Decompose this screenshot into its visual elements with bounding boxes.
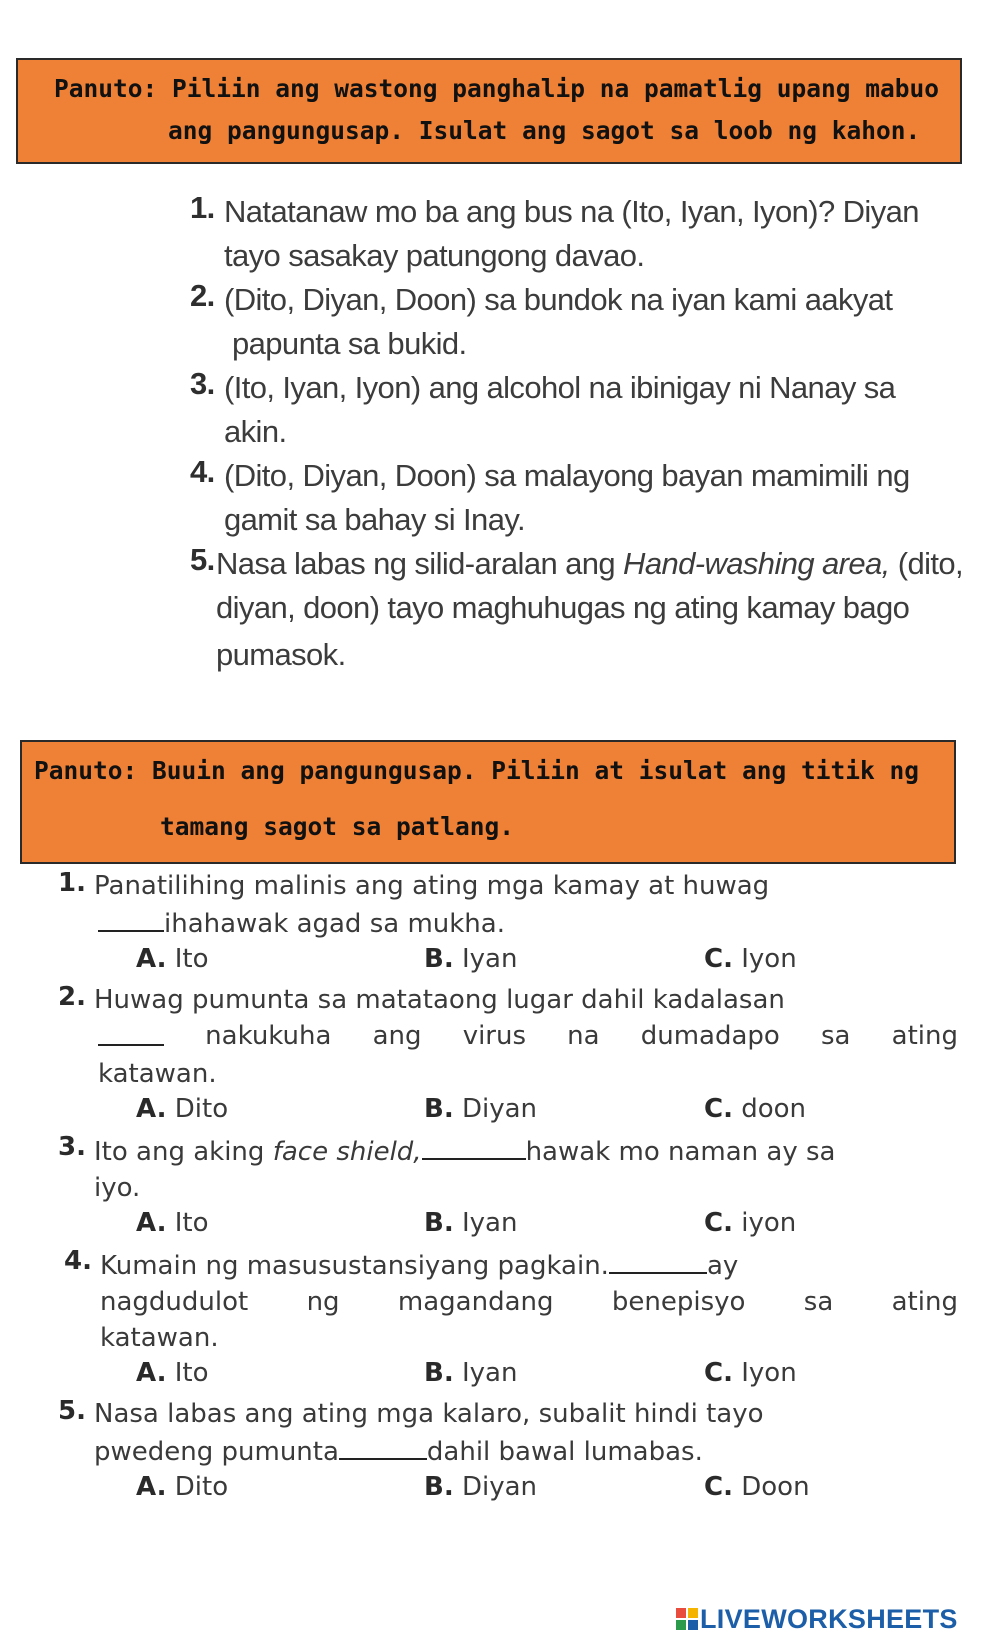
list-item bbox=[190, 366, 930, 454]
question bbox=[58, 1132, 958, 1246]
question-text: ihahawak agad sa mukha. bbox=[94, 904, 958, 942]
item-text: (Dito, Diyan, Doon) sa bundok na iyan kami aakyat bbox=[224, 282, 893, 317]
item-number: 4. bbox=[190, 454, 215, 489]
instruction-banner-2 bbox=[20, 740, 956, 864]
question-number: 4. bbox=[64, 1246, 92, 1276]
liveworksheets-logo[interactable] bbox=[676, 1604, 958, 1635]
options bbox=[94, 1092, 958, 1132]
question-text: katawan. bbox=[100, 1323, 219, 1353]
answer-blank[interactable] bbox=[98, 1018, 164, 1046]
option-c[interactable]: C. doon bbox=[704, 1094, 807, 1124]
option-a[interactable]: A. Ito bbox=[136, 944, 209, 974]
list-item bbox=[190, 190, 930, 278]
option-a[interactable]: A. Dito bbox=[136, 1094, 229, 1124]
item-text: papunta sa bukid. bbox=[232, 326, 467, 361]
answer-blank[interactable] bbox=[609, 1246, 707, 1274]
option-b[interactable]: B. Iyan bbox=[424, 944, 518, 974]
item-number: 3. bbox=[190, 366, 215, 401]
question-text: nagdudulot ng magandang benepisyo sa ating bbox=[100, 1287, 958, 1317]
question-number: 2. bbox=[58, 982, 86, 1012]
question-number: 5. bbox=[58, 1396, 86, 1426]
instruction-line: Panuto: Buuin ang pangungusap. Piliin at isulat ang titik ng bbox=[34, 756, 920, 785]
question bbox=[58, 868, 958, 982]
item-number: 5. bbox=[190, 542, 215, 577]
option-c[interactable]: C. Doon bbox=[704, 1472, 810, 1502]
item-text: (Dito, Diyan, Doon) sa malayong bayan mamimili ng bbox=[224, 458, 910, 493]
question-number: 1. bbox=[58, 868, 86, 898]
question-text: Panatilihing malinis ang ating mga kamay at huwag bbox=[94, 871, 770, 901]
option-c[interactable]: C. Iyon bbox=[704, 1358, 797, 1388]
question-text: Ito ang aking face shield, hawak mo naman ay sa bbox=[94, 1132, 958, 1170]
option-a[interactable]: A. Ito bbox=[136, 1208, 209, 1238]
answer-blank[interactable] bbox=[98, 904, 164, 932]
question-text: katawan. bbox=[98, 1059, 217, 1089]
options bbox=[94, 1470, 958, 1510]
option-b[interactable]: B. Diyan bbox=[424, 1472, 538, 1502]
question-text: iyo. bbox=[94, 1173, 141, 1203]
instruction-line: ang pangungusap. Isulat ang sagot sa loob ng kahon. bbox=[168, 116, 921, 145]
instruction-banner-1 bbox=[16, 58, 962, 164]
item-text: akin. bbox=[224, 414, 287, 449]
question bbox=[58, 1396, 958, 1510]
item-text: pumasok. bbox=[216, 637, 346, 672]
question bbox=[58, 1246, 958, 1396]
instruction-line: Panuto: Piliin ang wastong panghalip na pamatlig upang mabuo bbox=[54, 74, 940, 103]
question-text: Huwag pumunta sa matataong lugar dahil kadalasan bbox=[94, 985, 785, 1015]
option-b[interactable]: B. Diyan bbox=[424, 1094, 538, 1124]
question-number: 3. bbox=[58, 1132, 86, 1162]
list-item bbox=[190, 278, 930, 366]
question-text: nakukuha ang virus na dumadapo sa ating bbox=[94, 1018, 958, 1056]
option-a[interactable]: A. Dito bbox=[136, 1472, 229, 1502]
section2-questions bbox=[58, 868, 958, 1510]
logo-mark-icon bbox=[676, 1608, 698, 1630]
question-text: Kumain ng masusustansiyang pagkain. ay bbox=[100, 1246, 958, 1284]
instruction-line: tamang sagot sa patlang. bbox=[160, 812, 515, 841]
item-number: 1. bbox=[190, 190, 215, 225]
item-text: Nasa labas ng silid-aralan ang Hand-washing area, (dito, bbox=[216, 546, 964, 581]
answer-blank[interactable] bbox=[422, 1132, 526, 1160]
options bbox=[94, 1206, 958, 1246]
item-text: (Ito, Iyan, Iyon) ang alcohol na ibinigay ni Nanay sa bbox=[224, 370, 896, 405]
item-text: diyan, doon) tayo maghuhugas ng ating kamay bago bbox=[216, 590, 910, 625]
list-item bbox=[190, 454, 930, 542]
question-text: Nasa labas ang ating mga kalaro, subalit hindi tayo bbox=[94, 1399, 764, 1429]
option-c[interactable]: C. iyon bbox=[704, 1208, 797, 1238]
item-text: Natatanaw mo ba ang bus na (Ito, Iyan, Iyon)? Diyan bbox=[224, 194, 919, 229]
logo-text: LIVEWORKSHEETS bbox=[700, 1604, 958, 1634]
option-b[interactable]: B. Iyan bbox=[424, 1358, 518, 1388]
option-c[interactable]: C. Iyon bbox=[704, 944, 797, 974]
list-item bbox=[190, 542, 964, 680]
answer-blank[interactable] bbox=[339, 1432, 427, 1460]
options bbox=[94, 942, 958, 982]
option-b[interactable]: B. Iyan bbox=[424, 1208, 518, 1238]
question-text: pwedeng pumunta dahil bawal lumabas. bbox=[94, 1432, 958, 1470]
section1-list bbox=[190, 190, 964, 680]
item-number: 2. bbox=[190, 278, 215, 313]
options bbox=[94, 1356, 958, 1396]
question bbox=[58, 982, 958, 1132]
item-text: gamit sa bahay si Inay. bbox=[224, 502, 525, 537]
item-text: tayo sasakay patungong davao. bbox=[224, 238, 645, 273]
option-a[interactable]: A. Ito bbox=[136, 1358, 209, 1388]
